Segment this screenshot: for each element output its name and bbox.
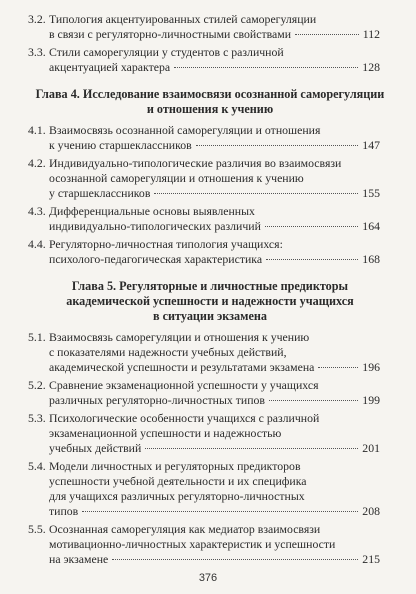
toc-entry[interactable] xyxy=(28,522,380,567)
section-title-text: успешности учебной деятельности и их специфика xyxy=(49,474,307,488)
section-page-number: 215 xyxy=(362,552,380,566)
section-number: 5.5. xyxy=(28,522,46,536)
section-title-line xyxy=(49,252,380,267)
section-title-text: психолого-педагогическая характеристика xyxy=(49,252,263,266)
section-title-text: Модели личностных и регуляторных предикторов xyxy=(49,459,301,473)
page-number: 376 xyxy=(198,572,218,584)
section-title-line xyxy=(49,474,380,489)
section-number: 5.3. xyxy=(28,411,46,425)
section-title-text: академической успешности и результатами экзамена xyxy=(49,360,315,374)
section-page-number: 201 xyxy=(362,441,380,455)
section-title xyxy=(49,378,380,408)
section-title-text: Регуляторно-личностная типология учащихся: xyxy=(49,237,283,251)
section-title-line xyxy=(49,489,380,504)
dot-leader xyxy=(265,226,358,227)
section-page-number: 147 xyxy=(362,138,380,152)
section-title-line xyxy=(49,138,380,153)
section-title-line xyxy=(49,171,380,186)
section-title-text: у старшеклассников xyxy=(49,186,151,200)
section-title-text: Психологические особенности учащихся с различной xyxy=(49,411,320,425)
dot-leader xyxy=(112,559,358,560)
section-title-text: осознанной саморегуляции и отношения к учению xyxy=(49,171,304,185)
section-title xyxy=(49,12,380,42)
chapter-heading-line: и отношения к учению xyxy=(146,102,274,116)
section-title-line xyxy=(49,45,380,60)
section-title xyxy=(49,204,380,234)
section-title-line xyxy=(49,552,380,567)
dot-leader xyxy=(196,145,359,146)
chapter-heading-line: Глава 4. Исследование взаимосвязи осознанной саморегуляции xyxy=(35,87,385,101)
section-title-line xyxy=(49,186,380,201)
section-number: 5.2. xyxy=(28,378,46,392)
section-title-text: для учащихся различных регуляторно-личностных xyxy=(49,489,305,503)
section-number: 3.3. xyxy=(28,45,46,59)
dot-leader xyxy=(318,367,358,368)
chapter-heading xyxy=(30,279,390,324)
section-title-line xyxy=(49,12,380,27)
section-title-text: на экзамене xyxy=(49,552,109,566)
chapter-heading-line: Глава 5. Регуляторные и личностные предикторы xyxy=(71,279,349,293)
section-title-text: Взаимосвязь осознанной саморегуляции и отношения xyxy=(49,123,321,137)
dot-leader xyxy=(295,34,359,35)
section-title-line xyxy=(49,378,380,393)
section-title-text: Типология акцентуированных стилей саморегуляции xyxy=(49,12,317,26)
section-page-number: 128 xyxy=(362,60,380,74)
section-title-line xyxy=(49,330,380,345)
chapter-heading-line: в ситуации экзамена xyxy=(153,309,267,323)
toc-entry[interactable] xyxy=(28,237,380,267)
chapter-heading-line: академической успешности и надежности учащихся xyxy=(66,294,354,308)
section-title-text: индивидуально-типологических различий xyxy=(49,219,261,233)
section-page-number: 168 xyxy=(362,252,380,266)
section-title xyxy=(49,459,380,519)
section-title-text: учебных действий xyxy=(49,441,142,455)
dot-leader xyxy=(266,259,358,260)
section-title-text: экзаменационной успешности и надежностью xyxy=(49,426,282,440)
section-number: 5.4. xyxy=(28,459,46,473)
section-title xyxy=(49,522,380,567)
section-title-line xyxy=(49,522,380,537)
toc-entry[interactable] xyxy=(28,378,380,408)
section-title-text: к учению старшеклассников xyxy=(49,138,192,152)
section-page-number: 112 xyxy=(362,27,380,41)
toc-entry[interactable] xyxy=(28,123,380,153)
section-title-line xyxy=(49,345,380,360)
section-page-number: 196 xyxy=(362,360,380,374)
toc-entry[interactable] xyxy=(28,459,380,519)
section-title-line xyxy=(49,204,380,219)
section-title xyxy=(49,156,380,201)
section-title-text: мотивационно-личностных характеристик и успешности xyxy=(49,537,336,551)
dot-leader xyxy=(154,193,358,194)
section-title-line xyxy=(49,360,380,375)
section-title-line xyxy=(49,27,380,42)
section-page-number: 199 xyxy=(362,393,380,407)
section-title-text: Индивидуально-типологические различия во взаимосвязи xyxy=(49,156,342,170)
section-title-text: в связи с регуляторно-личностными свойствами xyxy=(49,27,292,41)
section-title-text: Осознанная саморегуляция как медиатор взаимосвязи xyxy=(49,522,321,536)
section-page-number: 164 xyxy=(362,219,380,233)
section-title xyxy=(49,45,380,75)
section-title xyxy=(49,411,380,456)
section-title-line xyxy=(49,537,380,552)
section-title-line xyxy=(49,504,380,519)
toc-entry[interactable] xyxy=(28,330,380,375)
section-title-line xyxy=(49,60,380,75)
dot-leader xyxy=(145,448,358,449)
section-title-text: Взаимосвязь саморегуляции и отношения к учению xyxy=(49,330,310,344)
section-title xyxy=(49,237,380,267)
section-number: 4.3. xyxy=(28,204,46,218)
toc-entry[interactable] xyxy=(28,45,380,75)
section-title-line xyxy=(49,441,380,456)
section-title-text: Стили саморегуляции у студентов с различной xyxy=(49,45,284,59)
dot-leader xyxy=(269,400,358,401)
toc-entry[interactable] xyxy=(28,12,380,42)
section-title-text: с показателями надежности учебных действий, xyxy=(49,345,287,359)
section-title-text: различных регуляторно-личностных типов xyxy=(49,393,265,407)
section-title-text: Сравнение экзаменационной успешности у учащихся xyxy=(49,378,319,392)
toc-entry[interactable] xyxy=(28,411,380,456)
section-title-line xyxy=(49,219,380,234)
section-number: 4.4. xyxy=(28,237,46,251)
section-title-line xyxy=(49,426,380,441)
section-number: 4.1. xyxy=(28,123,46,137)
section-title-line xyxy=(49,237,380,252)
chapter-heading xyxy=(30,87,390,117)
section-title xyxy=(49,123,380,153)
section-title-line xyxy=(49,123,380,138)
section-page-number: 208 xyxy=(362,504,380,518)
section-title xyxy=(49,330,380,375)
section-title-text: Дифференциальные основы выявленных xyxy=(49,204,255,218)
toc-entry[interactable] xyxy=(28,204,380,234)
section-page-number: 155 xyxy=(362,186,380,200)
section-title-line xyxy=(49,156,380,171)
section-title-text: акцентуацией характера xyxy=(49,60,171,74)
section-number: 3.2. xyxy=(28,12,46,26)
section-title-line xyxy=(49,459,380,474)
dot-leader xyxy=(82,511,358,512)
dot-leader xyxy=(174,67,358,68)
toc-entry[interactable] xyxy=(28,156,380,201)
section-number: 4.2. xyxy=(28,156,46,170)
section-title-text: типов xyxy=(49,504,79,518)
section-title-line xyxy=(49,411,380,426)
section-title-line xyxy=(49,393,380,408)
table-of-contents xyxy=(0,12,416,570)
section-number: 5.1. xyxy=(28,330,46,344)
